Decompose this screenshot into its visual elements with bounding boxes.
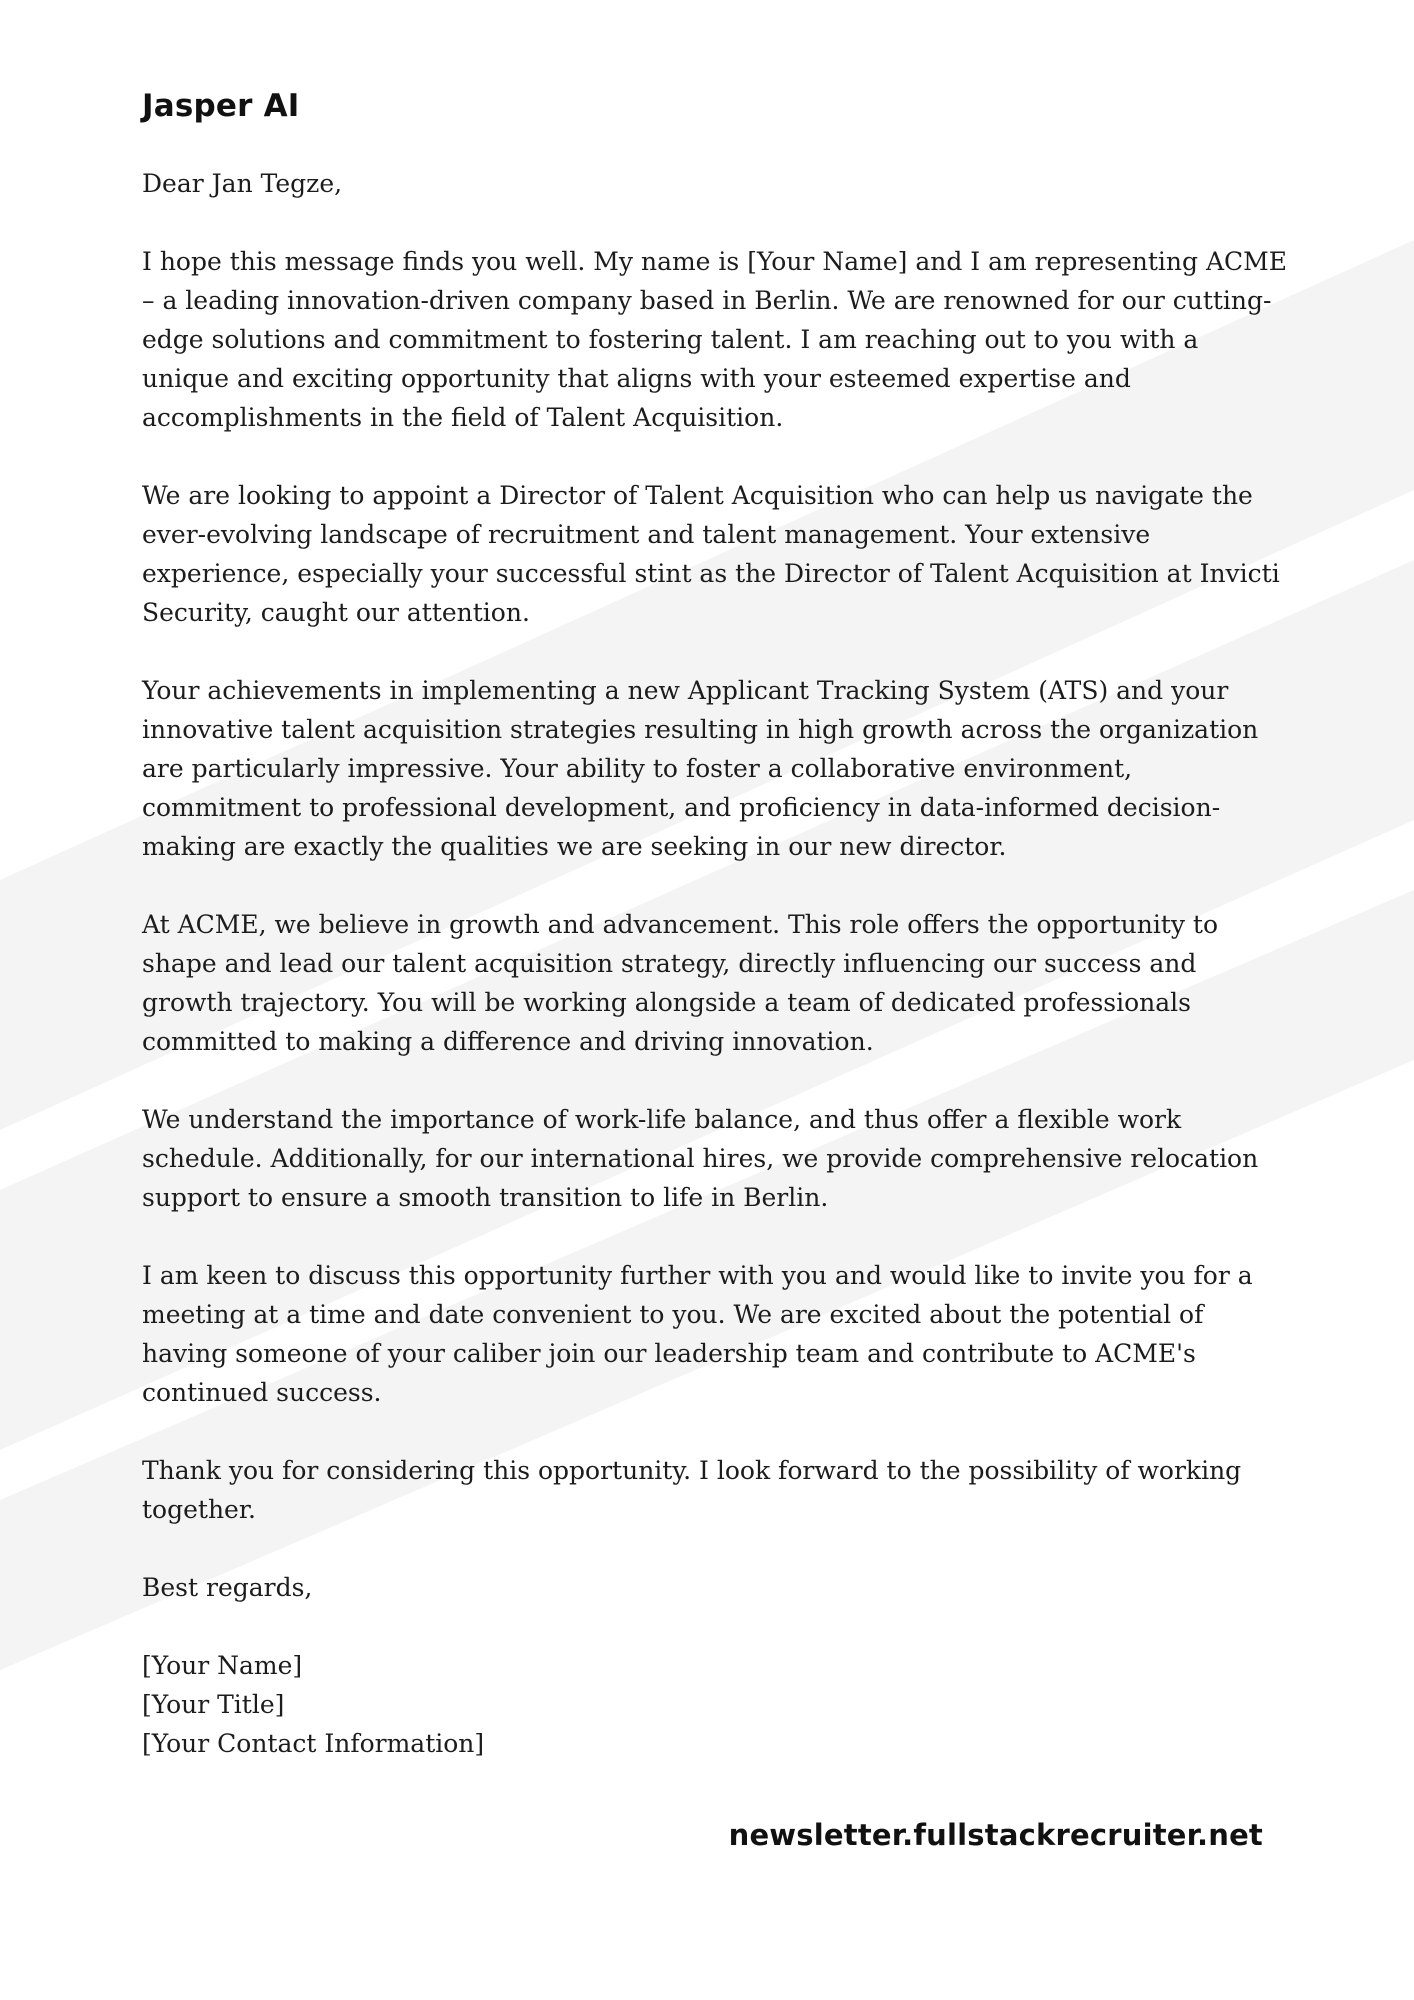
signature-title: [Your Title]: [142, 1690, 285, 1719]
letter-paragraph: We are looking to appoint a Director of Talent Acquisition who can help us navigate the ever-evolving landscape of recruitment and talent management. Your extensive experience, especially your successful stint as the Director of Talent Acquisition at Invicti Security, caught our attention.: [142, 481, 1280, 627]
page-title: Jasper AI: [142, 88, 300, 124]
letter-paragraph: I hope this message finds you well. My name is [Your Name] and I am representing ACME – a leading innovation-driven company based in Berlin. We are renowned for our cutting-edge solutions and commitment to fostering talent. I am reaching out to you with a unique and exciting opportunity that aligns with your esteemed expertise and accomplishments in the field of Talent Acquisition.: [142, 247, 1287, 432]
letter-content: [142, 88, 1292, 1763]
letter-paragraph: Your achievements in implementing a new Applicant Tracking System (ATS) and your innovative talent acquisition strategies resulting in high growth across the organization are particularly impressive. Your ability to foster a collaborative environment, commitment to professional development, and proficiency in data-informed decision-making are exactly the qualities we are seeking in our new director.: [142, 676, 1259, 861]
signature-name: [Your Name]: [142, 1651, 303, 1680]
signature-block: [142, 1646, 1292, 1763]
letter-paragraph: Thank you for considering this opportunity. I look forward to the possibility of working together.: [142, 1456, 1242, 1524]
letter-body: [142, 164, 1292, 1763]
letter-paragraph: I am keen to discuss this opportunity further with you and would like to invite you for a meeting at a time and date convenient to you. We are excited about the potential of having someone of your caliber join our leadership team and contribute to ACME's continued success.: [142, 1261, 1253, 1407]
letter-greeting: Dear Jan Tegze,: [142, 169, 343, 198]
signature-contact: [Your Contact Information]: [142, 1729, 485, 1758]
letter-closing: Best regards,: [142, 1573, 313, 1602]
letter-paragraph: We understand the importance of work-life balance, and thus offer a flexible work schedule. Additionally, for our international hires, we provide comprehensive relocation support to ensure a smooth transition to life in Berlin.: [142, 1105, 1259, 1212]
letter-paragraph: At ACME, we believe in growth and advancement. This role offers the opportunity to shape and lead our talent acquisition strategy, directly influencing our success and growth trajectory. You will be working alongside a team of dedicated professionals committed to making a difference and driving innovation.: [142, 910, 1219, 1056]
footer-website: newsletter.fullstackrecruiter.net: [728, 1818, 1263, 1852]
